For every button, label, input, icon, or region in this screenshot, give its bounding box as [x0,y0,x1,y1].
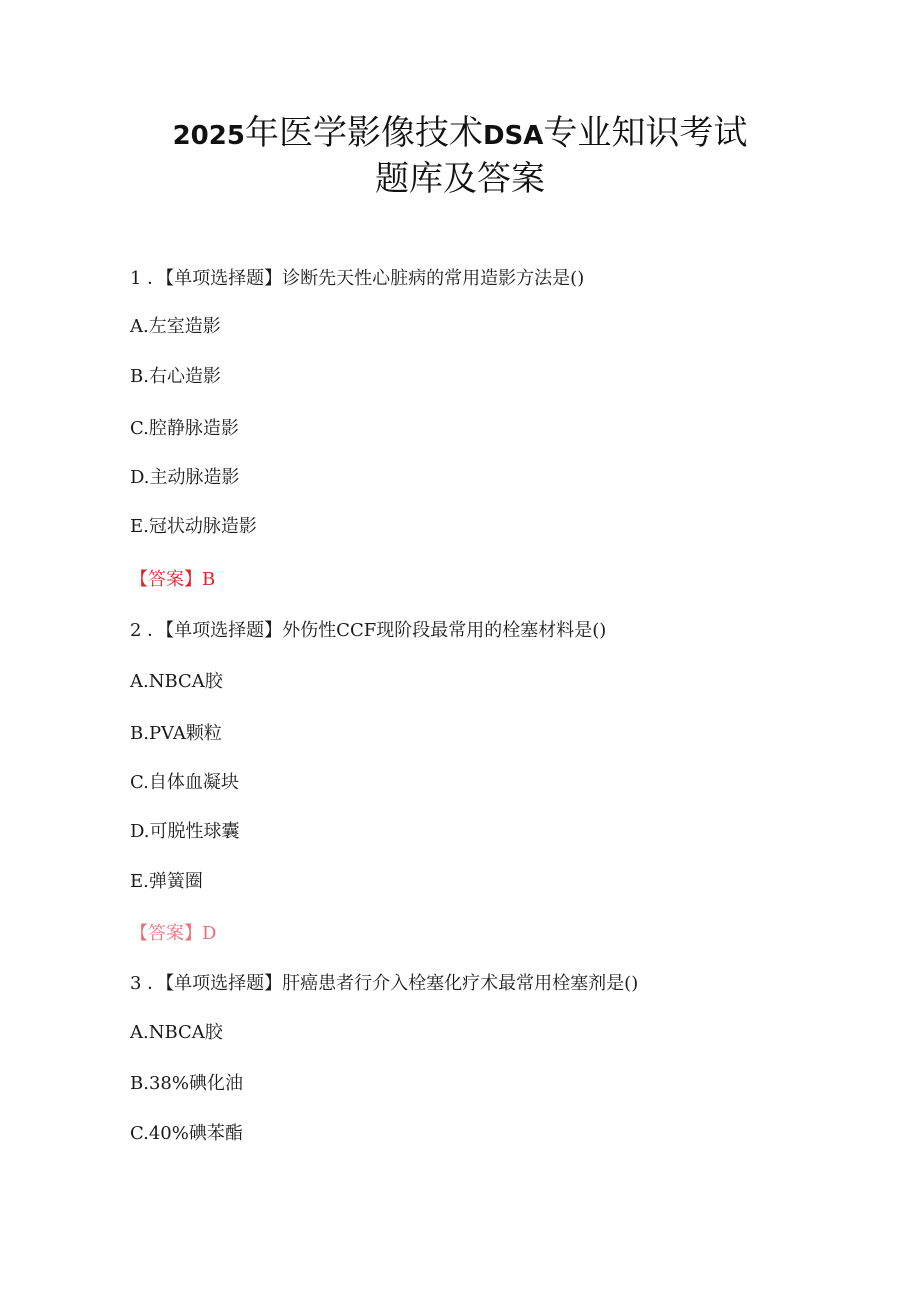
document-title-line-2: 题库及答案 [375,159,545,199]
question-2-option-c: C.自体血凝块 [130,772,239,793]
title-year: 2025 [172,121,245,151]
question-1-option-a: A.左室造影 [130,316,221,337]
question-1-option-e: E.冠状动脉造影 [130,516,257,537]
title-text-suffix: 专业知识考试 [543,113,748,153]
question-3-option-b: B.38%碘化油 [130,1073,243,1094]
question-1-answer: 【答案】B [130,569,216,590]
document-title-line-1 [60,113,860,153]
question-2-answer: 【答案】D [130,923,217,944]
question-2-option-b: B.PVA颗粒 [130,723,222,744]
question-2-option-e: E.弹簧圈 [130,871,203,892]
question-1-option-d: D.主动脉造影 [130,467,240,488]
question-1-option-b: B.右心造影 [130,366,221,387]
question-2-option-d: D.可脱性球囊 [130,821,240,842]
title-text: 年医学影像技术 [244,113,483,153]
question-3-option-a: A.NBCA胶 [130,1022,223,1043]
question-2-stem: 2 ．【单项选择题】外伤性CCF现阶段最常用的栓塞材料是() [130,620,607,641]
question-1-option-c: C.腔静脉造影 [130,418,239,439]
question-1-stem: 1 ．【单项选择题】诊断先天性心脏病的常用造影方法是() [130,268,585,289]
question-3-option-c: C.40%碘苯酯 [130,1123,243,1144]
title-dsa: DSA [482,121,544,151]
question-2-option-a: A.NBCA胶 [130,671,223,692]
question-3-stem: 3 ．【单项选择题】肝癌患者行介入栓塞化疗术最常用栓塞剂是() [130,973,639,994]
